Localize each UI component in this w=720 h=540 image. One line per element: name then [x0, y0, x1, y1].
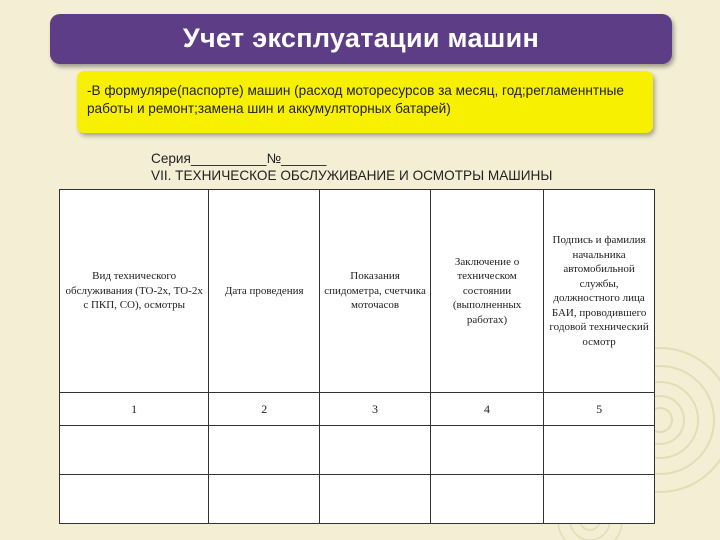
table-row [60, 426, 655, 475]
table-cell [320, 426, 431, 475]
header-condition-conclusion: Заключение о техническом состоянии (выполненных работах) [430, 190, 543, 393]
table-cell [209, 426, 320, 475]
page-title: Учет эксплуатации машин [182, 23, 540, 53]
table-number-row [60, 393, 655, 426]
series-number-line: Серия__________№______ [151, 151, 327, 166]
formular-note: -В формуляре(паспорте) машин (расход моторесурсов за месяц, год;регламеннтные работы и ремонт;замена шин и аккумуляторных батарей) [77, 71, 653, 133]
table-row [60, 475, 655, 524]
table-cell [60, 426, 209, 475]
table-cell [430, 426, 543, 475]
header-signature: Подпись и фамилия начальника автомобильной службы, должностного лица БАИ, проводившего годовой технический осмотр [544, 190, 655, 393]
table-cell [60, 475, 209, 524]
header-date: Дата проведения [209, 190, 320, 393]
header-maintenance-type: Вид технического обслуживания (ТО-2х, ТО-2х с ПКП, СО), осмотры [60, 190, 209, 393]
table-cell [544, 475, 655, 524]
table-header-row [60, 190, 655, 393]
title-banner [50, 14, 672, 64]
table-cell [209, 475, 320, 524]
maintenance-table [59, 189, 655, 524]
column-number: 4 [430, 393, 543, 426]
column-number: 5 [544, 393, 655, 426]
header-odometer: Показания спидометра, счетчика моточасов [320, 190, 431, 393]
column-number: 2 [209, 393, 320, 426]
table-cell [320, 475, 431, 524]
column-number: 1 [60, 393, 209, 426]
section-title: VII. ТЕХНИЧЕСКОЕ ОБСЛУЖИВАНИЕ И ОСМОТРЫ МАШИНЫ [151, 168, 553, 183]
column-number: 3 [320, 393, 431, 426]
table-cell [430, 475, 543, 524]
table-cell [544, 426, 655, 475]
